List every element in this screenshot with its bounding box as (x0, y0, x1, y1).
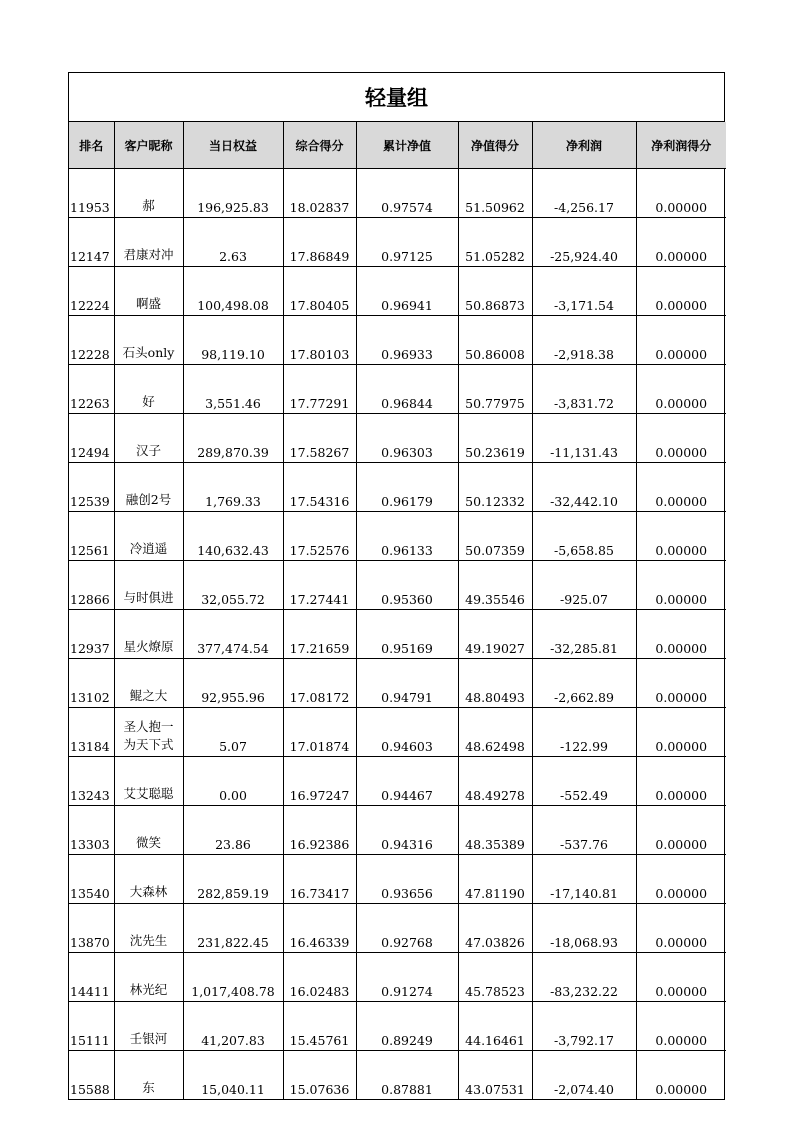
net-profit-cell: -83,232.22 (532, 953, 636, 1002)
total-score-cell: 17.86849 (283, 218, 356, 267)
nickname-cell: 鲲之大 (114, 659, 183, 708)
rank-cell: 14411 (69, 953, 114, 1002)
rank-cell: 12561 (69, 512, 114, 561)
net-value-cell: 0.94467 (356, 757, 458, 806)
total-score-cell: 17.52576 (283, 512, 356, 561)
total-score-cell: 16.97247 (283, 757, 356, 806)
total-score-cell: 16.02483 (283, 953, 356, 1002)
table-row (69, 757, 726, 806)
net-value-score-cell: 48.35389 (458, 806, 532, 855)
net-value-cell: 0.87881 (356, 1051, 458, 1100)
net-value-score-cell: 50.86008 (458, 316, 532, 365)
table-row (69, 855, 726, 904)
net-value-score-cell: 50.23619 (458, 414, 532, 463)
net-value-score-cell: 48.62498 (458, 708, 532, 757)
net-value-cell: 0.91274 (356, 953, 458, 1002)
nickname-cell: 冷逍遥 (114, 512, 183, 561)
net-value-cell: 0.94316 (356, 806, 458, 855)
net-value-cell: 0.97574 (356, 169, 458, 218)
table-row (69, 463, 726, 512)
table-row (69, 561, 726, 610)
net-value-cell: 0.96179 (356, 463, 458, 512)
table-row (69, 414, 726, 463)
total-score-cell: 16.46339 (283, 904, 356, 953)
rank-cell: 11953 (69, 169, 114, 218)
rank-cell: 12147 (69, 218, 114, 267)
net-profit-score-cell: 0.00000 (636, 267, 726, 316)
net-value-score-cell: 47.03826 (458, 904, 532, 953)
nickname-cell: 壬银河 (114, 1002, 183, 1051)
nickname-cell: 东 (114, 1051, 183, 1100)
header-row (69, 122, 726, 169)
rank-cell: 12866 (69, 561, 114, 610)
equity-cell: 23.86 (183, 806, 283, 855)
total-score-cell: 15.07636 (283, 1051, 356, 1100)
net-profit-score-cell: 0.00000 (636, 316, 726, 365)
net-profit-score-cell: 0.00000 (636, 463, 726, 512)
equity-cell: 2.63 (183, 218, 283, 267)
equity-cell: 98,119.10 (183, 316, 283, 365)
net-profit-score-cell: 0.00000 (636, 365, 726, 414)
equity-cell: 5.07 (183, 708, 283, 757)
nickname-cell: 大森林 (114, 855, 183, 904)
nickname-cell: 与时俱进 (114, 561, 183, 610)
net-profit-score-cell: 0.00000 (636, 610, 726, 659)
rank-cell: 15111 (69, 1002, 114, 1051)
net-profit-cell: -32,285.81 (532, 610, 636, 659)
rank-cell: 13540 (69, 855, 114, 904)
header-nickname: 客户昵称 (114, 122, 183, 169)
rank-cell: 12494 (69, 414, 114, 463)
equity-cell: 377,474.54 (183, 610, 283, 659)
header-equity: 当日权益 (183, 122, 283, 169)
net-value-score-cell: 50.77975 (458, 365, 532, 414)
net-profit-cell: -3,171.54 (532, 267, 636, 316)
net-value-score-cell: 44.16461 (458, 1002, 532, 1051)
net-profit-score-cell: 0.00000 (636, 414, 726, 463)
rank-cell: 13102 (69, 659, 114, 708)
net-profit-cell: -2,918.38 (532, 316, 636, 365)
table-row (69, 512, 726, 561)
header-net-profit-score: 净利润得分 (636, 122, 726, 169)
total-score-cell: 17.80405 (283, 267, 356, 316)
net-profit-cell: -925.07 (532, 561, 636, 610)
equity-cell: 289,870.39 (183, 414, 283, 463)
equity-cell: 1,017,408.78 (183, 953, 283, 1002)
equity-cell: 3,551.46 (183, 365, 283, 414)
equity-cell: 32,055.72 (183, 561, 283, 610)
net-profit-cell: -3,831.72 (532, 365, 636, 414)
rank-cell: 15588 (69, 1051, 114, 1100)
rank-cell: 13303 (69, 806, 114, 855)
ranking-table (69, 122, 726, 1099)
table-row (69, 659, 726, 708)
net-value-cell: 0.96933 (356, 316, 458, 365)
net-value-cell: 0.92768 (356, 904, 458, 953)
table-row (69, 806, 726, 855)
net-value-score-cell: 43.07531 (458, 1051, 532, 1100)
net-profit-cell: -2,074.40 (532, 1051, 636, 1100)
net-value-cell: 0.96133 (356, 512, 458, 561)
net-value-score-cell: 47.81190 (458, 855, 532, 904)
net-value-cell: 0.95360 (356, 561, 458, 610)
equity-cell: 0.00 (183, 757, 283, 806)
rank-cell: 12224 (69, 267, 114, 316)
net-value-score-cell: 48.49278 (458, 757, 532, 806)
net-value-cell: 0.95169 (356, 610, 458, 659)
net-value-score-cell: 50.07359 (458, 512, 532, 561)
net-value-cell: 0.94791 (356, 659, 458, 708)
net-profit-cell: -2,662.89 (532, 659, 636, 708)
total-score-cell: 16.73417 (283, 855, 356, 904)
net-profit-score-cell: 0.00000 (655, 1082, 708, 1097)
table-row (69, 1051, 726, 1100)
net-profit-score-cell: 0.00000 (636, 953, 726, 1002)
header-total-score: 综合得分 (283, 122, 356, 169)
net-value-cell: 0.96844 (356, 365, 458, 414)
total-score-cell: 17.54316 (283, 463, 356, 512)
rank-cell: 12937 (69, 610, 114, 659)
equity-cell: 196,925.83 (183, 169, 283, 218)
net-profit-cell: -32,442.10 (532, 463, 636, 512)
sheet-title: 轻量组 (69, 73, 724, 122)
equity-cell: 92,955.96 (183, 659, 283, 708)
table-row (69, 904, 726, 953)
equity-cell: 15,040.11 (183, 1051, 283, 1100)
net-value-score-cell: 51.50962 (458, 169, 532, 218)
net-profit-cell: -25,924.40 (532, 218, 636, 267)
total-score-cell: 17.08172 (283, 659, 356, 708)
net-profit-score-cell: 0.00000 (636, 169, 726, 218)
net-profit-cell: -537.76 (532, 806, 636, 855)
net-value-score-cell: 49.19027 (458, 610, 532, 659)
header-net-profit: 净利润 (532, 122, 636, 169)
table-row (69, 1002, 726, 1051)
net-value-cell: 0.94603 (356, 708, 458, 757)
rank-cell: 13243 (69, 757, 114, 806)
net-profit-cell: -4,256.17 (532, 169, 636, 218)
table-row (69, 610, 726, 659)
total-score-cell: 17.01874 (283, 708, 356, 757)
table-row (69, 316, 726, 365)
net-profit-score-cell: 0.00000 (636, 806, 726, 855)
rank-cell: 13870 (69, 904, 114, 953)
net-value-cell: 0.96941 (356, 267, 458, 316)
net-profit-score-cell: 0.00000 (636, 218, 726, 267)
net-profit-cell: -3,792.17 (532, 1002, 636, 1051)
net-profit-cell: -11,131.43 (532, 414, 636, 463)
net-value-score-cell: 51.05282 (458, 218, 532, 267)
net-profit-score-cell: 0.00000 (636, 757, 726, 806)
nickname-cell: 君康对冲 (114, 218, 183, 267)
net-value-cell: 0.96303 (356, 414, 458, 463)
net-profit-cell: -552.49 (532, 757, 636, 806)
net-profit-score-cell: 0.00000 (636, 904, 726, 953)
net-value-score-cell: 45.78523 (458, 953, 532, 1002)
net-profit-score-cell: 0.00000 (636, 1002, 726, 1051)
total-score-cell: 18.02837 (283, 169, 356, 218)
header-net-value-score: 净值得分 (458, 122, 532, 169)
net-value-score-cell: 48.80493 (458, 659, 532, 708)
net-value-score-cell: 49.35546 (458, 561, 532, 610)
table-row (69, 365, 726, 414)
total-score-cell: 15.45761 (283, 1002, 356, 1051)
nickname-cell: 微笑 (114, 806, 183, 855)
rank-cell: 12263 (69, 365, 114, 414)
nickname-cell: 汉子 (114, 414, 183, 463)
nickname-cell: 星火燎原 (114, 610, 183, 659)
total-score-cell: 17.77291 (283, 365, 356, 414)
total-score-cell: 16.92386 (283, 806, 356, 855)
net-value-cell: 0.89249 (356, 1002, 458, 1051)
nickname-cell: 艾艾聪聪 (114, 757, 183, 806)
net-profit-score-cell: 0.00000 (636, 512, 726, 561)
total-score-cell: 17.58267 (283, 414, 356, 463)
equity-cell: 282,859.19 (183, 855, 283, 904)
table-row (69, 169, 726, 218)
net-profit-cell: -122.99 (532, 708, 636, 757)
total-score-cell: 17.80103 (283, 316, 356, 365)
nickname-cell: 林光纪 (114, 953, 183, 1002)
nickname-cell: 郝 (114, 169, 183, 218)
net-value-cell: 0.97125 (356, 218, 458, 267)
header-net-value: 累计净值 (356, 122, 458, 169)
equity-cell: 41,207.83 (183, 1002, 283, 1051)
table-row (69, 218, 726, 267)
net-value-cell: 0.93656 (356, 855, 458, 904)
total-score-cell: 17.21659 (283, 610, 356, 659)
equity-cell: 140,632.43 (183, 512, 283, 561)
table-row (69, 708, 726, 757)
table-row (69, 953, 726, 1002)
rank-cell: 12539 (69, 463, 114, 512)
nickname-cell: 啊盛 (114, 267, 183, 316)
table-row (69, 267, 726, 316)
net-profit-score-cell: 0.00000 (636, 561, 726, 610)
net-profit-cell: -5,658.85 (532, 512, 636, 561)
nickname-cell: 石头only (114, 316, 183, 365)
ranking-sheet (68, 72, 725, 1100)
net-profit-cell: -17,140.81 (532, 855, 636, 904)
net-value-score-cell: 50.12332 (458, 463, 532, 512)
nickname-cell: 融创2号 (114, 463, 183, 512)
rank-cell: 12228 (69, 316, 114, 365)
net-profit-score-cell: 0.00000 (636, 659, 726, 708)
net-value-score-cell: 50.86873 (458, 267, 532, 316)
nickname-cell: 好 (114, 365, 183, 414)
net-profit-score-cell: 0.00000 (636, 708, 726, 757)
net-profit-cell: -18,068.93 (532, 904, 636, 953)
header-rank: 排名 (69, 122, 114, 169)
equity-cell: 100,498.08 (183, 267, 283, 316)
total-score-cell: 17.27441 (283, 561, 356, 610)
net-profit-score-cell: 0.00000 (636, 855, 726, 904)
equity-cell: 231,822.45 (183, 904, 283, 953)
equity-cell: 1,769.33 (183, 463, 283, 512)
nickname-cell: 圣人抱一 为天下式 (114, 708, 183, 757)
rank-cell: 13184 (69, 708, 114, 757)
nickname-cell: 沈先生 (114, 904, 183, 953)
